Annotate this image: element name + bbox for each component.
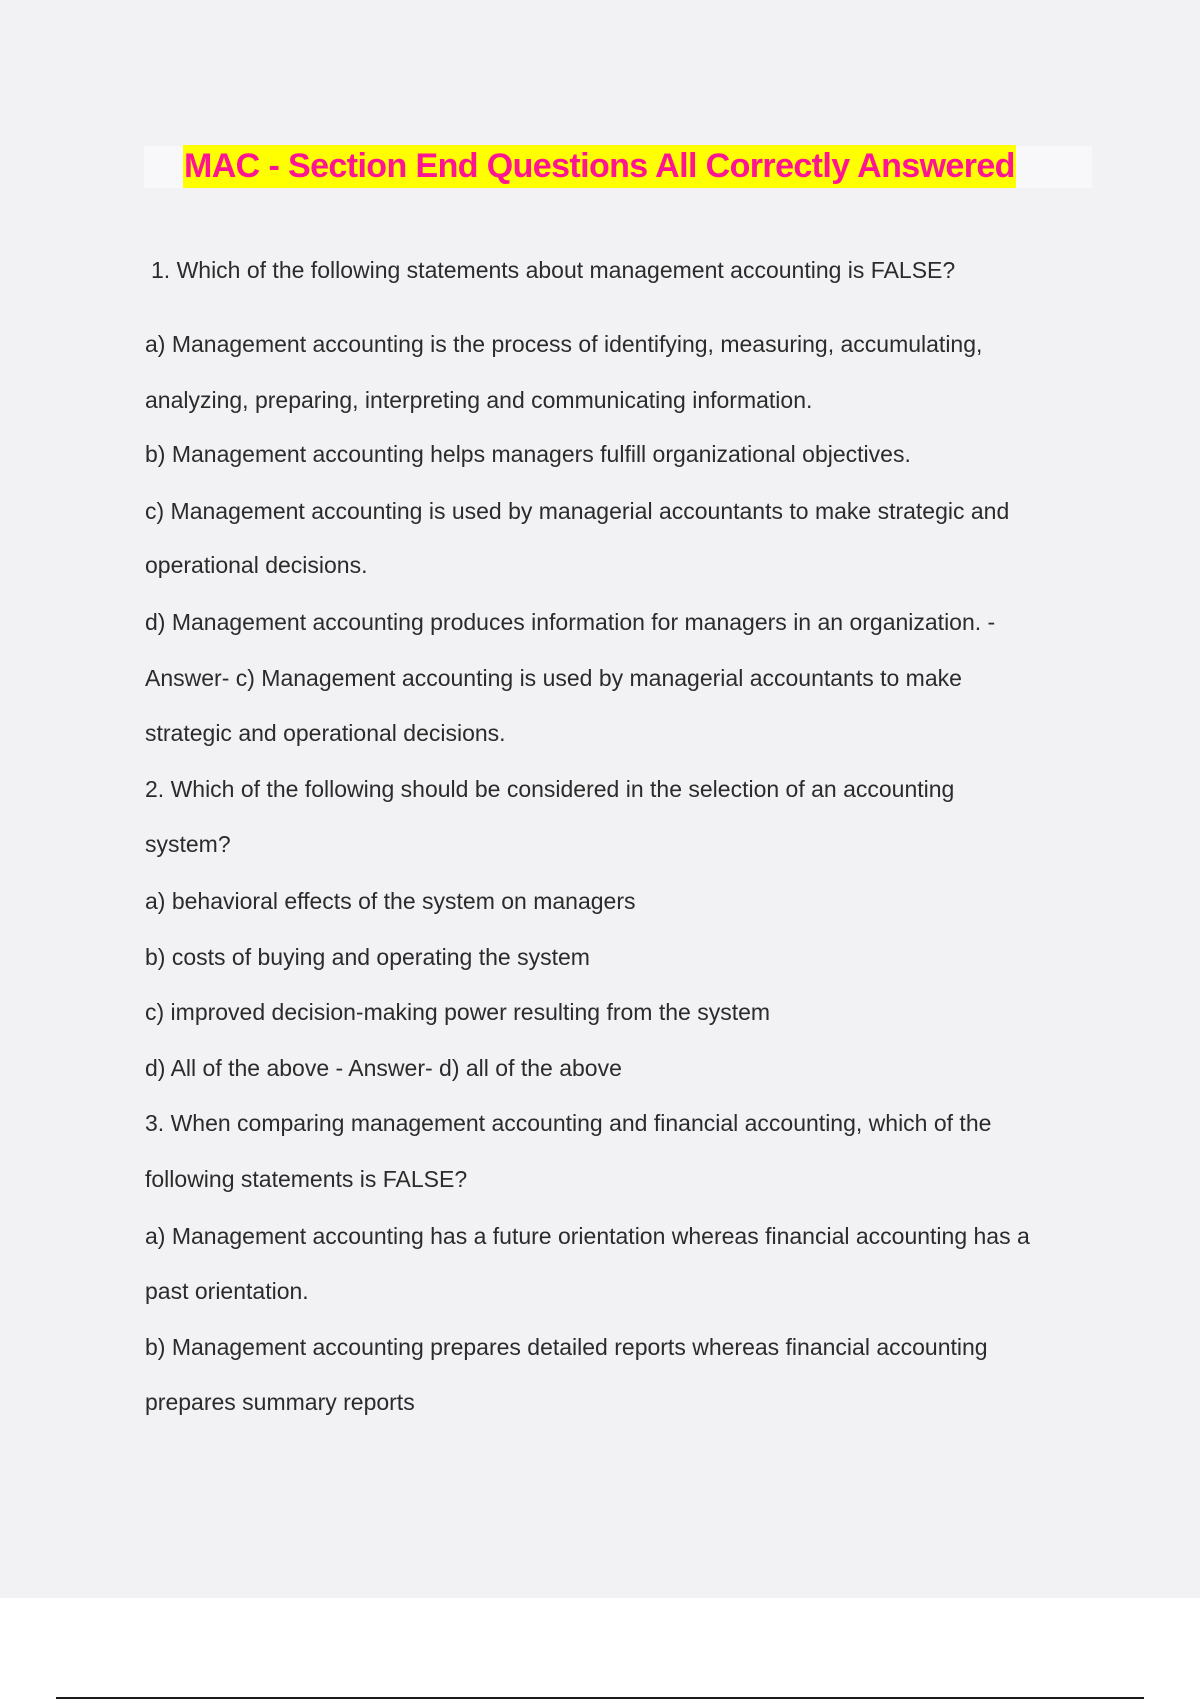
question-2-option-b: b) costs of buying and operating the system [145,944,590,970]
question-1-option-c-line-1: c) Management accounting is used by managerial accountants to make strategic and [145,498,1010,524]
question-1-option-a-line-1: a) Management accounting is the process of identifying, measuring, accumulating, [145,331,983,357]
question-1-option-c-line-2: operational decisions. [145,552,368,578]
document-title: MAC - Section End Questions All Correctly Answered [183,145,1016,188]
question-2-option-a: a) behavioral effects of the system on managers [145,888,636,914]
question-1-line-1: 1. Which of the following statements about management accounting is FALSE? [151,257,956,283]
question-1-answer-line-1: Answer- c) Management accounting is used by managerial accountants to make [145,665,962,691]
question-2-option-d-answer: d) All of the above - Answer- d) all of the above [145,1055,622,1081]
question-3-option-b-line-1: b) Management accounting prepares detailed reports whereas financial accounting [145,1334,988,1360]
question-3-option-a-line-2: past orientation. [145,1278,309,1304]
question-1-option-d: d) Management accounting produces information for managers in an organization. - [145,609,996,635]
question-3-option-a-line-1: a) Management accounting has a future orientation whereas financial accounting has a [145,1223,1030,1249]
question-3-line-2: following statements is FALSE? [145,1166,468,1192]
question-3-line-1: 3. When comparing management accounting and financial accounting, which of the [145,1110,992,1136]
question-1-option-a-line-2: analyzing, preparing, interpreting and communicating information. [145,387,813,413]
question-3-option-b-line-2: prepares summary reports [145,1389,415,1415]
question-1-option-b: b) Management accounting helps managers fulfill organizational objectives. [145,441,911,467]
question-2-option-c: c) improved decision-making power resulting from the system [145,999,771,1025]
question-2-line-2: system? [145,831,231,857]
question-2-line-1: 2. Which of the following should be considered in the selection of an accounting [145,776,955,802]
question-1-answer-line-2: strategic and operational decisions. [145,720,506,746]
footer-rule [56,1697,1144,1699]
